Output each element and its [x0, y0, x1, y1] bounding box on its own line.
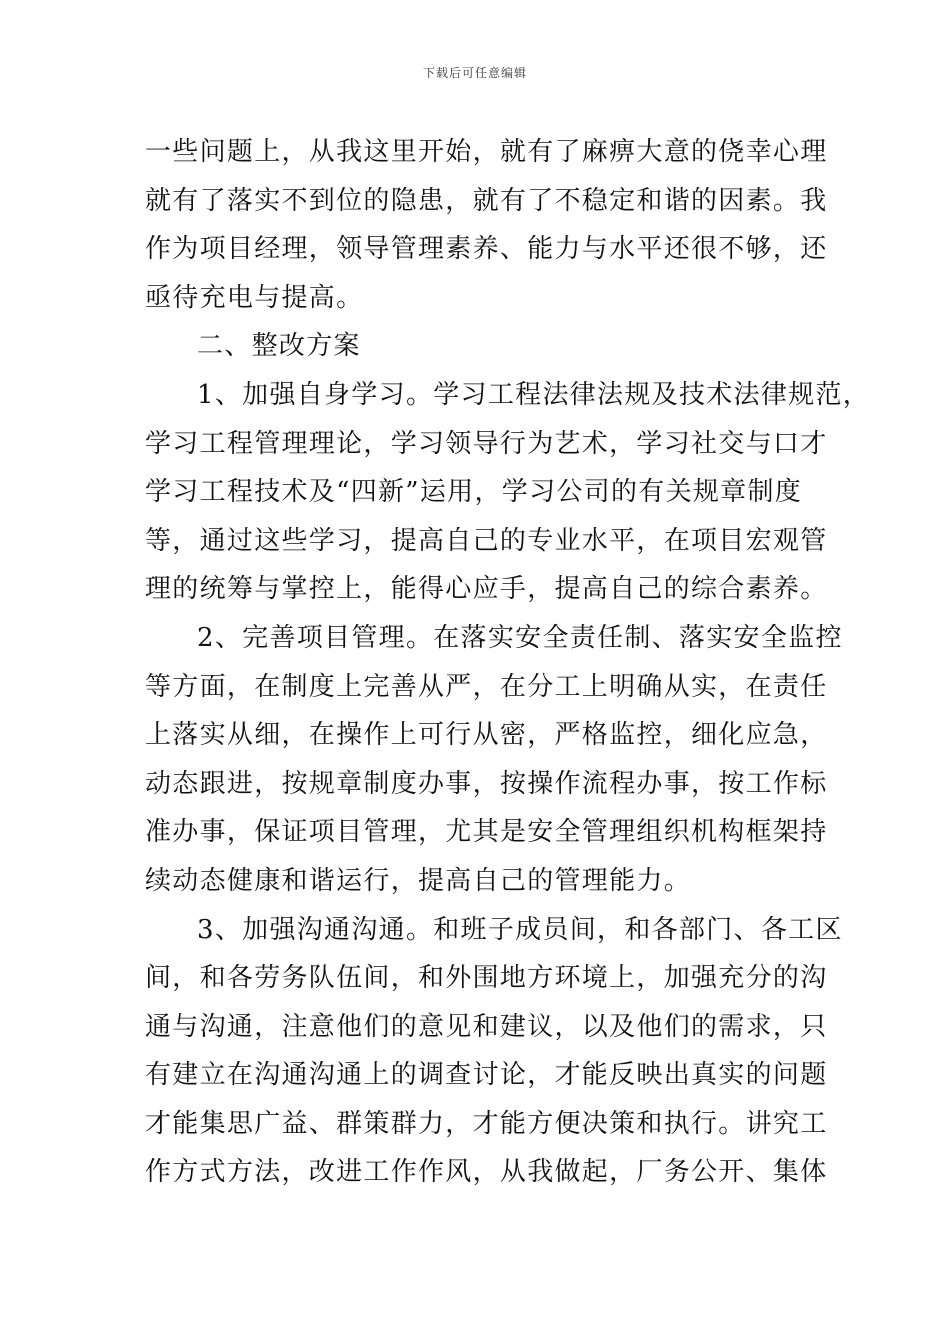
- text-line: 续动态健康和谐运行，提高自己的管理能力。: [145, 865, 692, 896]
- text-line: 通与沟通，注意他们的意见和建议，以及他们的需求，只: [145, 1011, 828, 1042]
- text-line: 作为项目经理，领导管理素养、能力与水平还很不够，还: [145, 234, 828, 265]
- page-header-note: 下载后可任意编辑: [422, 66, 527, 80]
- text-line: 亟待充电与提高。: [145, 282, 364, 313]
- text-line: 理的统筹与掌控上，能得心应手，提高自己的综合素养。: [145, 574, 828, 605]
- text-line: 就有了落实不到位的隐患，就有了不稳定和谐的因素。我: [145, 185, 828, 216]
- text-line: 3、加强沟通沟通。和班子成员间，和各部门、各工区: [197, 914, 843, 945]
- text-line: 2、完善项目管理。在落实安全责任制、落实安全监控: [197, 622, 843, 653]
- text-line: 才能集思广益、群策群力，才能方便决策和执行。讲究工: [145, 1108, 828, 1139]
- text-line: 有建立在沟通沟通上的调查讨论，才能反映出真实的问题: [145, 1060, 828, 1091]
- text-line: 等，通过这些学习，提高自己的专业水平，在项目宏观管: [145, 525, 828, 556]
- text-line: 一些问题上，从我这里开始，就有了麻痹大意的侥幸心理: [145, 137, 828, 167]
- text-line: 上落实从细，在操作上可行从密，严格监控，细化应急，: [145, 720, 828, 751]
- text-line: 等方面，在制度上完善从严，在分工上明确从实，在责任: [145, 671, 828, 702]
- text-line: 二、整改方案: [197, 331, 361, 362]
- text-line: 学习工程技术及“四新”运用，学习公司的有关规章制度: [145, 477, 803, 508]
- document-body: [145, 128, 871, 1197]
- text-line: 准办事，保证项目管理，尤其是安全管理组织机构框架持: [145, 817, 828, 848]
- text-line: 1、加强自身学习。学习工程法律法规及技术法律规范，: [197, 379, 871, 410]
- text-line: 间，和各劳务队伍间，和外围地方环境上，加强充分的沟: [145, 963, 828, 994]
- text-line: 学习工程管理理论，学习领导行为艺术，学习社交与口才: [145, 428, 828, 459]
- text-line: 作方式方法，改进工作作风，从我做起，厂务公开、集体: [145, 1157, 828, 1188]
- text-line: 动态跟进，按规章制度办事，按操作流程办事，按工作标: [145, 768, 828, 799]
